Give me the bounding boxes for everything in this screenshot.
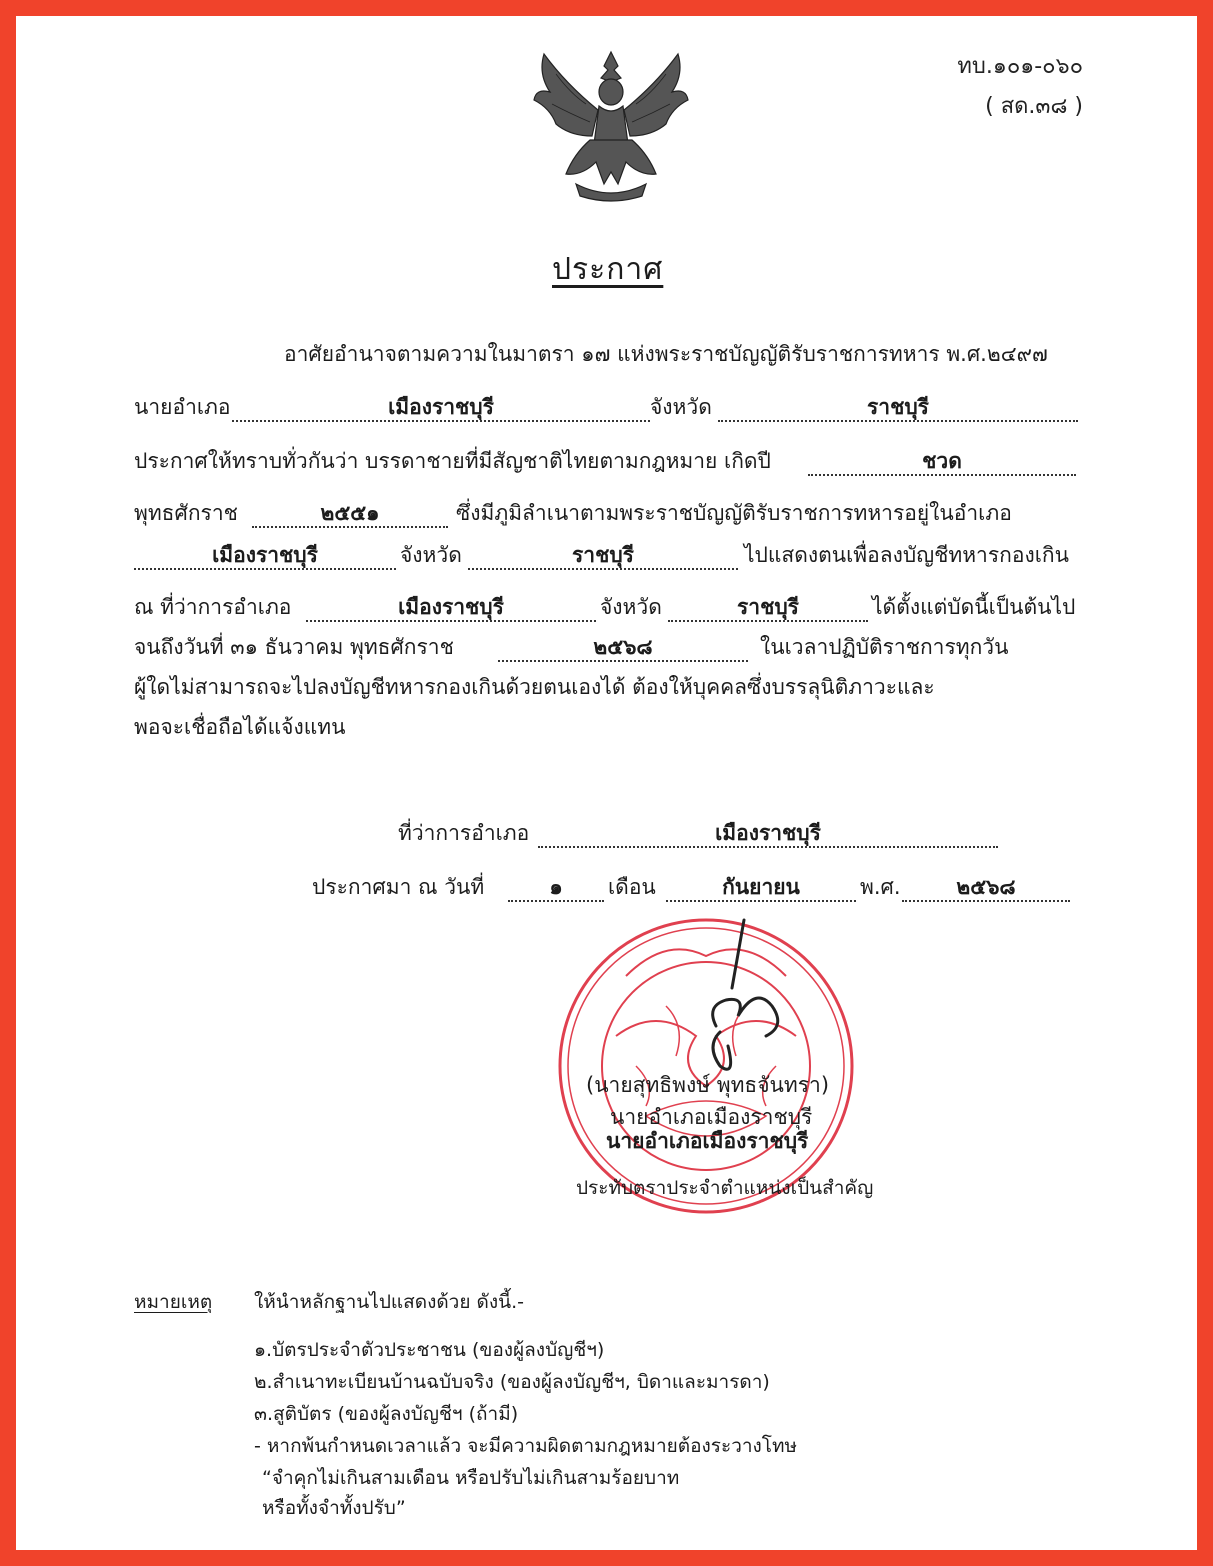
province-label-1: จังหวัด [650, 395, 712, 419]
announce-day-field: ๑ [508, 872, 604, 902]
birth-year-animal-field: ชวด [808, 446, 1076, 476]
body-line-9: พอจะเชื่อถือได้แจ้งแทน [134, 715, 346, 739]
signer-title-2: นายอำเภอเมืองราชบุรี [606, 1129, 809, 1153]
notes-item: - หากพ้นกำหนดเวลาแล้ว จะมีความผิดตามกฎหมายต้องระวางโทษ [254, 1435, 798, 1457]
province-field-1: ราชบุรี [718, 392, 1078, 422]
district-chief-label: นายอำเภอ [134, 395, 231, 419]
birth-year-field: ๒๕๕๑ [252, 498, 448, 528]
notes-item: หรือทั้งจำทั้งปรับ” [262, 1497, 406, 1519]
notes-item: ๓.สูติบัตร (ของผู้ลงบัญชีฯ (ถ้ามี) [254, 1403, 519, 1425]
deadline-year-field: ๒๕๖๘ [498, 632, 748, 662]
body-line-1: อาศัยอำนาจตามความในมาตรา ๑๗ แห่งพระราชบัญญัติรับราชการทหาร พ.ศ.๒๔๙๗ [284, 342, 1048, 366]
district-field-4: เมืองราชบุรี [538, 818, 998, 848]
announce-text: ประกาศให้ทราบทั่วกันว่า บรรดาชายที่มีสัญชาติไทยตามกฎหมาย เกิดปี [134, 449, 771, 473]
year-label: พ.ศ. [860, 875, 901, 899]
district-field-2: เมืองราชบุรี [134, 540, 396, 570]
notes-item: ๑.บัตรประจำตัวประชาชน (ของผู้ลงบัญชีฯ) [254, 1339, 605, 1361]
province-field-2: ราชบุรี [468, 540, 738, 570]
date-prefix: ประกาศมา ณ วันที่ [312, 875, 485, 899]
province-field-3: ราชบุรี [668, 592, 868, 622]
province-label-3: จังหวัด [600, 595, 662, 619]
signer-title-1: นายอำเภอเมืองราชบุรี [610, 1105, 813, 1129]
deadline-label: จนถึงวันที่ ๓๑ ธันวาคม พุทธศักราช [134, 635, 454, 659]
office-label-1: ณ ที่ว่าการอำเภอ [134, 595, 292, 619]
province-label-2: จังหวัด [400, 543, 462, 567]
signer-name: (นายสุทธิพงษ์ พุทธจันทรา) [586, 1073, 830, 1097]
garuda-emblem-icon [526, 44, 696, 204]
buddhist-era-label: พุทธศักราช [134, 501, 238, 525]
announce-month-field: กันยายน [666, 872, 856, 902]
office-label-2: ที่ว่าการอำเภอ [398, 821, 530, 845]
seal-note: ประทับตราประจำตำแหน่งเป็นสำคัญ [576, 1177, 874, 1199]
domicile-text: ซึ่งมีภูมิลำเนาตามพระราชบัญญัติรับราชการทหารอยู่ในอำเภอ [456, 501, 1012, 525]
notes-item: “จำคุกไม่เกินสามเดือน หรือปรับไม่เกินสามร้อยบาท [262, 1467, 680, 1489]
notes-label: หมายเหตุ [134, 1291, 213, 1313]
form-subcode: ( สด.๓๘ ) [985, 94, 1083, 119]
announce-year-field: ๒๕๖๘ [902, 872, 1070, 902]
page-title: ประกาศ [552, 252, 664, 287]
form-code: ทบ.๑๐๑-๐๖๐ [957, 54, 1083, 79]
district-field-3: เมืองราชบุรี [306, 592, 596, 622]
from-now-text: ได้ตั้งแต่บัดนี้เป็นต้นไป [872, 595, 1076, 619]
district-field-1: เมืองราชบุรี [232, 392, 650, 422]
notes-intro: ให้นำหลักฐานไปแสดงด้วย ดังนี้.- [254, 1291, 525, 1313]
announcement-page [16, 16, 1197, 1550]
notes-item: ๒.สำเนาทะเบียนบ้านฉบับจริง (ของผู้ลงบัญชีฯ, บิดาและมารดา) [254, 1371, 770, 1393]
month-label: เดือน [608, 875, 656, 899]
register-text: ไปแสดงตนเพื่อลงบัญชีทหารกองเกิน [744, 543, 1069, 567]
body-line-8: ผู้ใดไม่สามารถจะไปลงบัญชีทหารกองเกินด้วยตนเองได้ ต้องให้บุคคลซึ่งบรรลุนิติภาวะและ [134, 675, 935, 699]
office-hours-text: ในเวลาปฏิบัติราชการทุกวัน [760, 635, 1009, 659]
signature-icon [676, 916, 816, 1086]
